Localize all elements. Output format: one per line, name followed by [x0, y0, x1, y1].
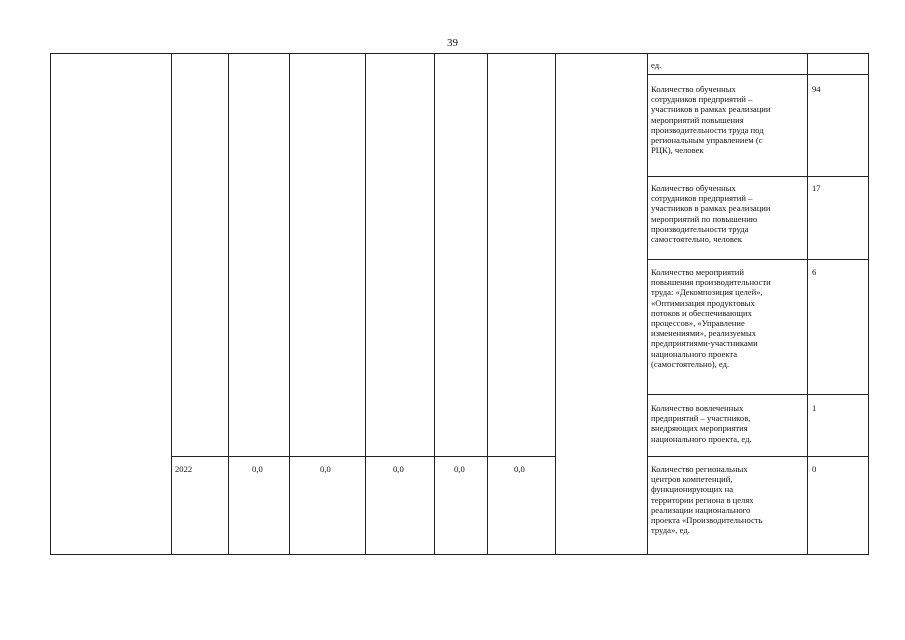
amount-cell: 0,0 [454, 464, 465, 474]
page-number: 39 [447, 37, 458, 49]
indicator-value: 1 [812, 403, 817, 413]
column-divider [171, 53, 172, 555]
amount-cell: 0,0 [252, 464, 263, 474]
row-divider [647, 259, 869, 260]
row-divider [647, 176, 869, 177]
row-divider [647, 394, 869, 395]
column-divider [365, 53, 366, 555]
table-border-bottom [50, 554, 869, 555]
row-divider [171, 456, 556, 457]
amount-cell: 0,0 [393, 464, 404, 474]
table-border-right [868, 53, 869, 555]
indicator-text: Количество региональных центров компетенций, функционирующих на территории региона в целях реализации национального проекта «Производительность труда», ед. [651, 464, 763, 536]
indicator-text: ед. [651, 60, 662, 70]
year-cell: 2022 [175, 464, 193, 474]
column-divider [487, 53, 488, 555]
table-border-top [50, 53, 869, 54]
indicator-text: Количество мероприятий повышения производительности труда: «Декомпозиция целей», «Оптимизация продуктовых потоков и обеспечивающих процессов», «Управление изменениями», реализуемых предприятиями-участниками национального проекта (самостоятельно), ед. [651, 267, 771, 369]
row-divider [647, 74, 869, 75]
indicator-text: Количество обученных сотрудников предприятий – участников в рамках реализации мероприятий по повышению производительности труда самостоятельно, человек [651, 183, 771, 245]
column-divider [434, 53, 435, 555]
indicator-text: Количество вовлеченных предприятий – участников, внедряющих мероприятия национального проекта, ед. [651, 403, 752, 444]
table-border-left [50, 53, 51, 555]
column-divider [228, 53, 229, 555]
indicator-text: Количество обученных сотрудников предприятий – участников в рамках реализации мероприятий повышения производительности труда под региональным управлением (с РЦК), человек [651, 84, 771, 156]
column-divider [289, 53, 290, 555]
indicator-value: 94 [812, 84, 821, 94]
column-divider [555, 53, 556, 555]
row-divider [647, 456, 869, 457]
column-divider [647, 53, 648, 555]
column-divider [807, 53, 808, 555]
amount-cell: 0,0 [514, 464, 525, 474]
indicator-value: 0 [812, 464, 817, 474]
amount-cell: 0,0 [320, 464, 331, 474]
indicator-value: 17 [812, 183, 821, 193]
indicator-value: 6 [812, 267, 817, 277]
